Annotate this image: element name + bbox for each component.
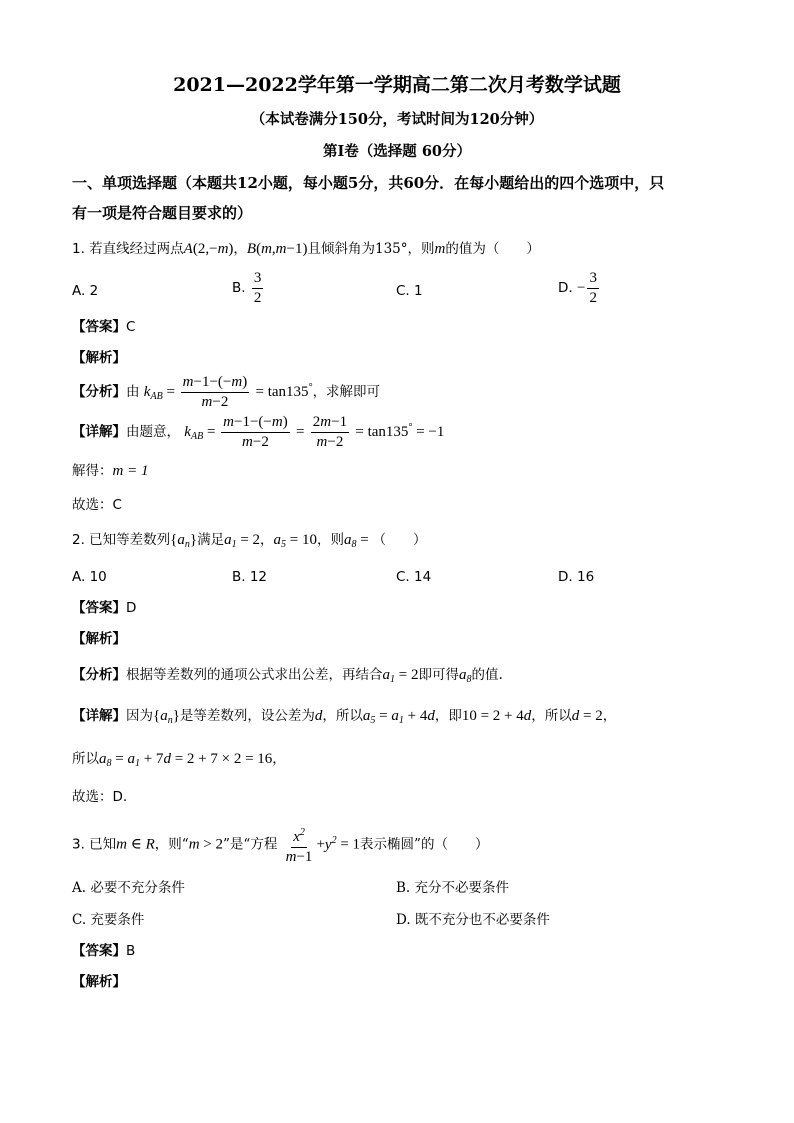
q3-answer: 【答案】B: [72, 943, 136, 959]
q2-option-c: C. 14: [396, 569, 432, 585]
q2-detail: 【详解】因为$\{a_n\}$是等差数列，设公差为d，所以$a_5 = a_1 + 4d$，即10 = 2 + 4d，所以d = 2，: [72, 708, 617, 726]
q2-option-a: A. 10: [72, 569, 107, 585]
q1-answer: 【答案】C: [72, 319, 136, 335]
q1-choose: 故选：C: [72, 497, 122, 513]
question-1-stem: 1. 若直线经过两点A(2,−m)，B(m,m−1)且倾斜角为135°，则m的值为（ ）: [72, 241, 540, 257]
section-heading-line2: 有一项是符合题目要求的）: [72, 204, 253, 222]
q1-analysis-label: 【解析】: [72, 350, 126, 366]
q3-analysis-label: 【解析】: [72, 974, 126, 990]
q2-analysis-label: 【解析】: [72, 631, 126, 647]
q1-option-a: A. 2: [72, 283, 99, 299]
q2-detail-line2: 所以$a_8 = a_1 + 7d = 2 + 7 \times 2 = 16$，: [72, 751, 286, 769]
section-heading-line1: 一、单项选择题（本题共12小题，每小题5分，共60分．在每小题给出的四个选项中，只: [72, 174, 665, 192]
q1-detail: 【详解】由题意， $k_{AB}$ = $\frac{m-1-(-m)}{m-2}$ = $\frac{2m-1}{m-2}$ = tan135° = −1: [72, 414, 445, 450]
q2-option-d: D. 16: [558, 569, 595, 585]
question-2-stem: 2. 已知等差数列$\{a_n\}$满足$a_1 = 2$，$a_5 = 10$，则$a_8$ = （ ）: [72, 532, 427, 550]
q3-option-b: B. 充分不必要条件: [396, 880, 510, 896]
q1-option-b: B. $\frac{3}{2}$: [232, 270, 262, 306]
question-3-stem: 3. 已知m ∈ R，则“m > 2”是“方程 $\frac{x^2}{m-1}$ $+y^2 = 1$表示椭圆”的（ ）: [72, 824, 488, 866]
q1-solve: 解得：m = 1: [72, 463, 149, 479]
q2-option-b: B. 12: [232, 569, 268, 585]
q2-answer: 【答案】D: [72, 600, 137, 616]
q2-choose: 故选：D.: [72, 789, 128, 805]
part-heading: 第I卷（选择题 60分）: [322, 143, 471, 160]
exam-title: 2021—2022学年第一学期高二第二次月考数学试题: [173, 74, 621, 96]
q3-option-c: C. 充要条件: [72, 912, 145, 928]
q3-option-d: D. 既不充分也不必要条件: [396, 912, 550, 928]
q1-option-d: D. − $\frac{3}{2}$: [558, 270, 597, 306]
exam-subtitle: （本试卷满分150分，考试时间为120分钟）: [250, 111, 544, 128]
q1-fenxi: 【分析】由 $k_{AB}$ = $\frac{m-1-(-m)}{m-2}$ = tan135°，求解即可: [72, 374, 381, 410]
q3-option-a: A. 必要不充分条件: [72, 880, 185, 896]
q2-fenxi: 【分析】根据等差数列的通项公式求出公差，再结合$a_1 = 2$即可得$a_8$的值.: [72, 667, 503, 685]
q1-option-c: C. 1: [396, 283, 423, 299]
